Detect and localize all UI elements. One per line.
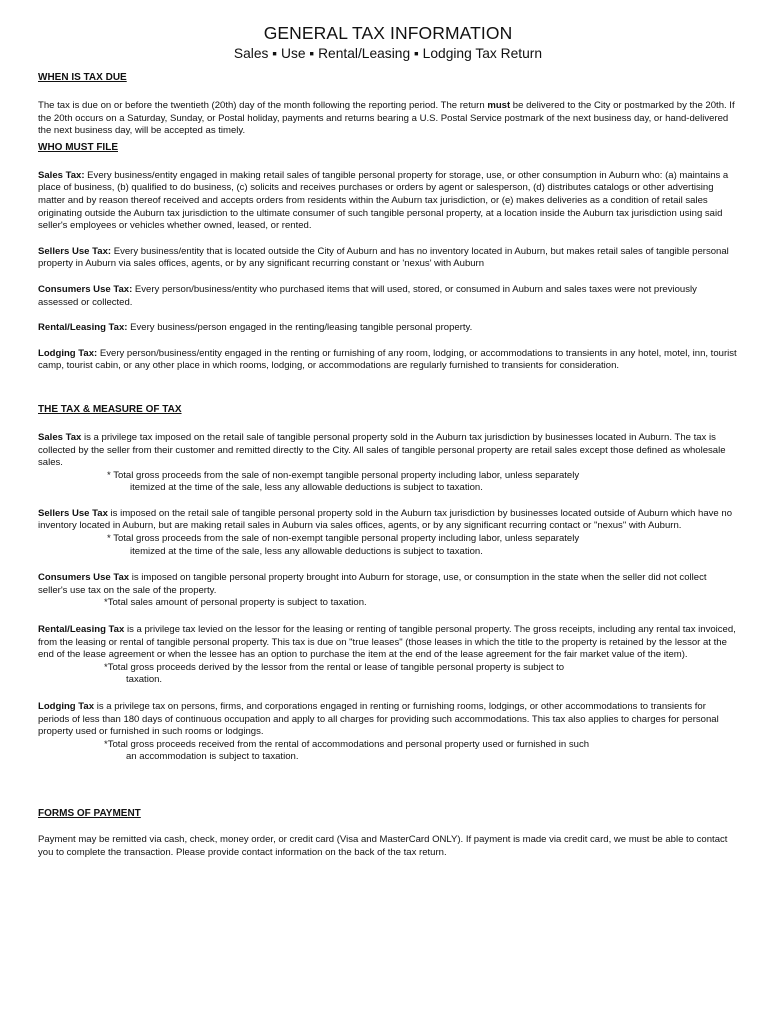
who-consumers-use-paragraph — [38, 284, 738, 309]
who-lodging-label: Lodging Tax: — [38, 347, 98, 359]
measure-sales-label: Sales Tax — [38, 431, 82, 443]
who-consumers-use-label: Consumers Use Tax: — [38, 283, 133, 295]
measure-sellers-use-label: Sellers Use Tax — [38, 507, 108, 519]
measure-sellers-use-note2: itemized at the time of the sale, less any allowable deductions is subject to taxation. — [130, 545, 483, 557]
measure-consumers-use-label: Consumers Use Tax — [38, 572, 130, 584]
heading-who-must-file: WHO MUST FILE — [38, 141, 118, 153]
heading-measure: THE TAX & MEASURE OF TAX — [38, 403, 182, 415]
document-page — [38, 0, 738, 859]
measure-rental-note1: *Total gross proceeds derived by the lessor from the rental or lease of tangible personal property is subject to — [104, 661, 565, 673]
who-consumers-use-text: Every person/business/entity who purchased items that will used, stored, or consumed in Auburn and sales taxes were not previously assessed or collected. — [38, 283, 697, 308]
measure-lodging-label: Lodging Tax — [38, 701, 95, 712]
measure-sellers-use-paragraph — [38, 508, 738, 533]
measure-consumers-use-note1: *Total sales amount of personal property is subject to taxation. — [104, 597, 367, 609]
payment-paragraph: Payment may be remitted via cash, check, money order, or credit card (Visa and MasterCard ONLY). If payment is made via credit card, we must be able to contact you to complete the transaction. Please provide contact information on the back of the tax return. — [38, 833, 728, 858]
heading-forms-of-payment: FORMS OF PAYMENT — [38, 807, 141, 819]
measure-lodging-note2: an accommodation is subject to taxation. — [126, 751, 299, 763]
measure-lodging-text: is a privilege tax on persons, firms, and corporations engaged in renting or furnishing rooms, lodgings, or other accommodations to transients for periods of less than 180 days of continuous occupation and apply to all charges for providing such accommodations. This tax also applies to charges for personal property used or furnished in such rooms or lodgings. — [38, 701, 719, 738]
measure-rental-note2: taxation. — [126, 674, 163, 686]
who-rental-text: Every business/person engaged in the renting/leasing tangible personal property. — [127, 322, 473, 334]
measure-consumers-use-paragraph — [38, 572, 738, 597]
who-lodging-text: Every person/business/entity engaged in the renting or furnishing of any room, lodging, or accommodations to transients in any hotel, motel, inn, tourist camp, tourist cabin, or any other place in which rooms, lodging, or accommodations are regularly furnished to transients for consideration. — [38, 347, 737, 372]
measure-sales-text: is a privilege tax imposed on the retail sale of tangible personal property sold in the Auburn tax jurisdiction by businesses located in Auburn. The tax is collected by the seller from their customer and remitted directly to the City. All sales of tangible personal property are retail sales except those defined as wholesale sales. — [38, 431, 726, 469]
measure-sales-note2: itemized at the time of the sale, less any allowable deductions is subject to taxation. — [130, 482, 483, 494]
who-lodging-paragraph — [38, 348, 738, 373]
who-sales-text: Every business/entity engaged in making retail sales of tangible personal property for storage, use, or other consumption in Auburn who: (a) maintains a place of business, (b) qualified to do business, (c) solicits and receives purchases or orders by agent or salesperson, (d) distributes catalogs or other advertising matter and by reason thereof received and accepts orders from residents within the Auburn tax jurisdiction, or (e) makes deliveries as a condition of retail sales originating outside the Auburn tax jurisdiction to the ultimate consumer of such tangible personal property, at a location inside the Auburn tax jurisdiction using said seller's employees or vehicles whether owned, leased, or rented. — [38, 169, 729, 232]
measure-consumers-use-text: is imposed on tangible personal property brought into Auburn for storage, use, or consumption in the state when the seller did not collect seller's use tax on the sale of the property. — [38, 572, 707, 596]
who-rental-paragraph — [38, 322, 738, 335]
measure-sellers-use-note1: * Total gross proceeds from the sale of non-exempt tangible personal property including labor, unless separately — [107, 533, 580, 545]
who-sales-paragraph — [38, 170, 738, 233]
page-subtitle: Sales ▪ Use ▪ Rental/Leasing ▪ Lodging Tax Return — [233, 46, 543, 61]
who-rental-label: Rental/Leasing Tax: — [38, 322, 128, 334]
who-sellers-use-text: Every business/entity that is located outside the City of Auburn and has no inventory located in Auburn, but makes retail sales of tangible personal property in Auburn via sales offices, agents, or by any significant recurring constant or 'nexus' with Auburn — [38, 245, 729, 270]
measure-sales-paragraph — [38, 432, 738, 470]
who-sellers-use-paragraph — [38, 246, 738, 271]
measure-lodging-note1: *Total gross proceeds received from the rental of accommodations and personal property used or furnished in such — [104, 738, 590, 750]
who-sales-label: Sales Tax: — [38, 169, 85, 181]
who-sellers-use-label: Sellers Use Tax: — [38, 245, 112, 257]
measure-sellers-use-text: is imposed on the retail sale of tangible personal property sold in the Auburn tax jurisdiction by businesses located outside of Auburn which have no inventory located in Auburn, but are making retail sales in Auburn via sales offices, agents, or by any significant recurring contact or "nexus" with Auburn. — [38, 507, 732, 532]
measure-rental-text: is a privilege tax levied on the lessor for the leasing or renting of tangible personal property. The gross receipts, including any rental tax invoiced, from the leasing or rental of tangible personal property. This tax is due on "true leases" (those leases in which the title to the property is retained by the lessor at the end of the lease agreement or when the lessee has an option to purchase the item at the end of the lease agreement for the fair market value of the item). — [38, 624, 736, 661]
measure-sales-note1: * Total gross proceeds from the sale of non-exempt tangible personal property including labor, unless separately — [107, 469, 580, 481]
when-due-text-b: be delivered to the City or postmarked by the 20th. If the 20th occurs on a Saturday, Sunday, or Postal holiday, payments and returns bearing a U.S. Postal Service postmark of the next business day, or hand-delivered the next business day, will be accepted as timely. — [38, 100, 735, 137]
when-due-text-a: The tax is due on or before the twentieth (20th) day of the month following the reporting period. The return — [38, 100, 488, 111]
measure-rental-label: Rental/Leasing Tax — [38, 624, 125, 636]
when-due-paragraph — [38, 100, 738, 138]
page-title: GENERAL TAX INFORMATION — [263, 23, 513, 43]
heading-when-due: WHEN IS TAX DUE — [38, 72, 127, 83]
measure-lodging-paragraph — [38, 701, 738, 739]
when-due-bold: must — [487, 100, 511, 111]
measure-rental-paragraph — [38, 624, 738, 662]
